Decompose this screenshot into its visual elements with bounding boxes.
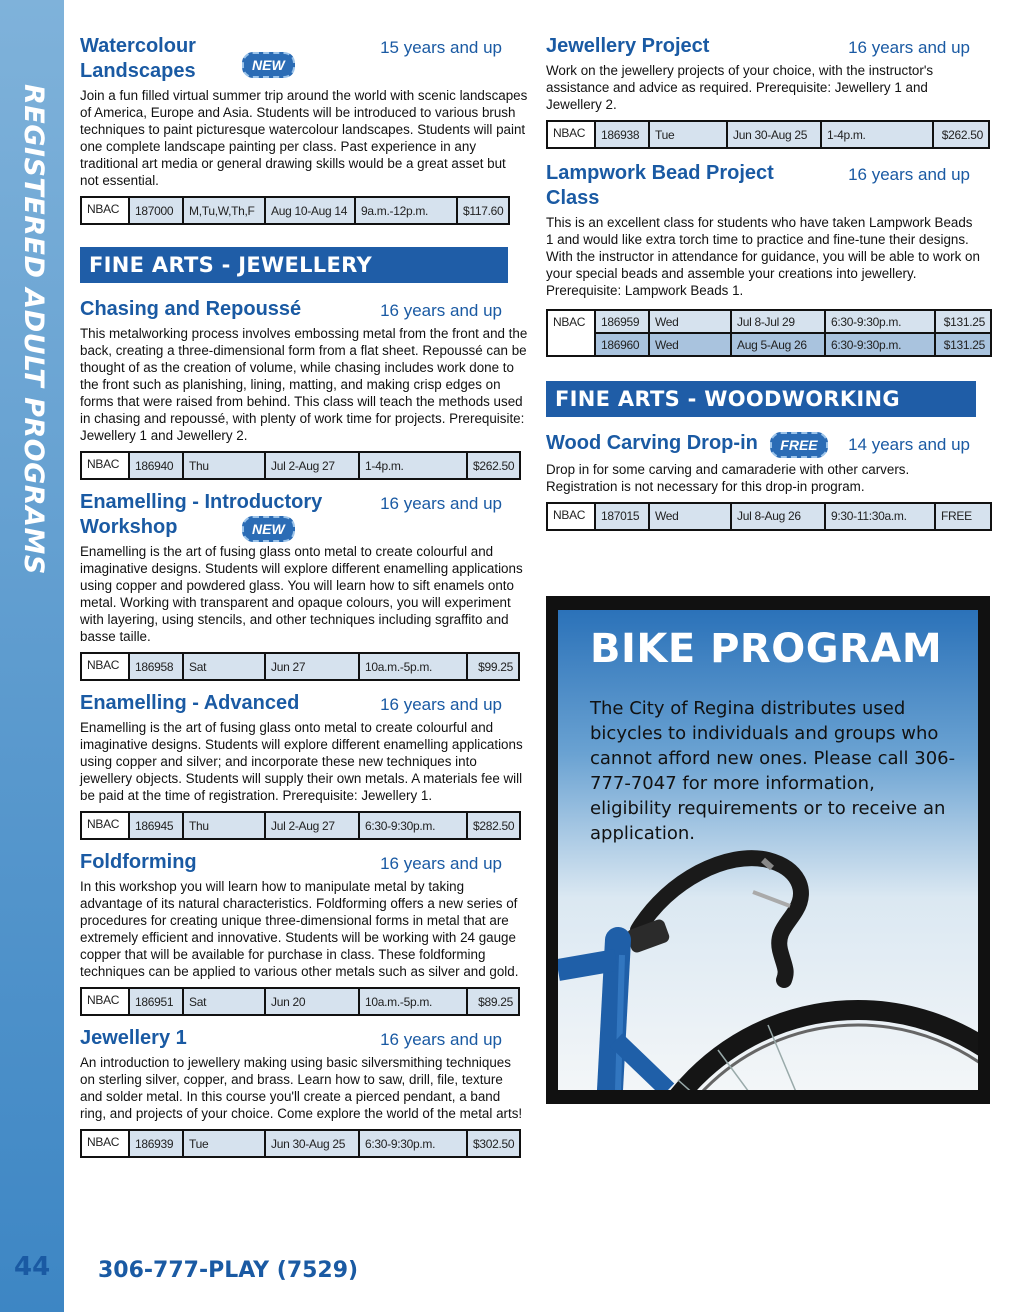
schedule-table [80,196,510,225]
age-range: 16 years and up [380,1030,502,1049]
schedule-table [546,309,992,357]
course-foldforming [80,850,528,1016]
schedule-row: NBAC 186939 Tue Jun 30-Aug 25 6:30-9:30p.m. $302.50 [82,1131,519,1156]
schedule-table [80,987,520,1016]
course-jewellery-project [546,34,992,149]
course-description: An introduction to jewellery making using basic silversmithing techniques on sterling silver, copper, and brass. Learn how to saw, drill, file, texture and solder metal. In this course you'll create a pierced pendant, a band ring, and projects of your choice. Come explore the world of the metal arts! [80,1055,523,1121]
free-badge-icon: FREE [770,432,827,458]
left-column [80,34,528,1164]
age-range: 16 years and up [380,854,502,873]
course-wood-carving [546,431,992,531]
section-header-woodworking: FINE ARTS - WOODWORKING [546,381,976,417]
schedule-row: 186960 Wed Aug 5-Aug 26 6:30-9:30p.m. $131.25 [548,334,990,355]
section-header-jewellery: FINE ARTS - JEWELLERY [80,247,508,283]
schedule-row: NBAC 187000 M,Tu,W,Th,F Aug 10-Aug 14 9a.m.-12p.m. $117.60 [82,198,508,223]
age-range: 16 years and up [848,38,970,57]
schedule-row: NBAC 186958 Sat Jun 27 10a.m.-5p.m. $99.25 [82,654,518,679]
schedule-row: NBAC 186938 Tue Jun 30-Aug 25 1-4p.m. $262.50 [548,122,988,147]
course-watercolour [80,34,528,225]
course-title: Enamelling - Introductory Workshop [80,491,323,538]
schedule-table [546,502,992,531]
new-badge-icon: NEW [242,516,295,542]
course-description: This is an excellent class for students who have taken Lampwork Beads 1 and would like extra torch time to practice and fine-tune their designs. With the instructor in attendance for guidance, you will be able to work on your special beads and assemble your creations into jewellery. Prerequisite: Lampwork Beads 1. [546,215,980,298]
schedule-row: NBAC 186951 Sat Jun 20 10a.m.-5p.m. $89.25 [82,989,518,1014]
course-title: Enamelling - Advanced [80,692,300,714]
new-badge-icon: NEW [242,52,295,78]
schedule-row: NBAC 186959 Wed Jul 8-Jul 29 6:30-9:30p.m. $131.25 [548,311,990,332]
bike-program-text: The City of Regina distributes used bicycles to individuals and groups who cannot afford new ones. Please call 306-777-7047 for more information, eligibility requirements or to receive an application. [590,698,956,844]
age-range: 16 years and up [380,695,502,714]
course-description: Drop in for some carving and camaraderie with other carvers. Registration is not necessary for this drop-in program. [546,461,910,494]
age-range: 16 years and up [380,301,502,320]
schedule-row: NBAC 186945 Thu Jul 2-Aug 27 6:30-9:30p.m. $282.50 [82,813,519,838]
course-description: Enamelling is the art of fusing glass onto metal to create colourful and imaginative designs. Students will explore different enamelling applications using copper and powdered glass. You will learn how to sift enamels onto metal. Working with transparent and opaque colours, you will experiment with layering, using stencils, and other techniques including sgraffito and basse taille. [80,544,523,644]
course-lampwork [546,161,992,357]
course-title: Foldforming [80,851,197,873]
bicycle-image-icon [558,820,978,1090]
course-description: Enamelling is the art of fusing glass onto metal to create colourful and imaginative designs. Students will explore different enamelling applications using copper and silver; and incorporate these new techniques into jewellery objects. Students will supply their own metals. A materials fee will be paid at the time of registration. Prerequisite: Jewellery 1. [80,720,523,803]
schedule-table [80,1129,521,1158]
schedule-table [546,120,990,149]
course-description: This metalworking process involves embossing metal from the front and the back, creating a three-dimensional form from a flat sheet. Repoussé can be thought of as the creation of volume, while chasing includes work done to the front such as planishing, lining, matting, and making crisp edges on forms that were raised from behind. This class will teach the methods used in chasing and repoussé, with plenty of work time for projects. Prerequisite: Jewellery 1 and Jewellery 2. [80,326,528,443]
age-range: 15 years and up [380,38,502,57]
course-enamelling-intro [80,490,528,681]
schedule-row: NBAC 186940 Thu Jul 2-Aug 27 1-4p.m. $262.50 [82,453,519,478]
bike-program-panel [558,610,978,1090]
bike-program-title: BIKE PROGRAM [590,626,943,672]
course-description: Join a fun filled virtual summer trip around the world with scenic landscapes of America, Europe and Asia. Students will be introduced to various brush techniques to paint picturesque watercolour landscapes. Students will paint one complete landscape painting per class. Past experience in any traditional art media or general drawing skills would be a great asset but not essential. [80,88,528,188]
schedule-table [80,451,521,480]
age-range: 16 years and up [848,165,970,184]
course-title: Chasing and Repoussé [80,298,302,320]
course-description: In this workshop you will learn how to manipulate metal by taking advantage of its natural characteristics. Foldforming offers a new series of procedures for creating unique three-dimensional forms in metal that are extremely efficient and innovative. Students will be working with 24 gauge copper that will be available for purchase in class. These foldforming techniques can be applied to various other metals such as silver and gold. [80,879,519,979]
course-title: Lampwork Bead Project Class [546,162,774,209]
schedule-table [80,652,520,681]
course-description: Work on the jewellery projects of your choice, with the instructor's assistance and advice as required. Prerequisite: Jewellery 1 and Jewellery 2. [546,63,934,112]
course-jewellery-1 [80,1026,528,1158]
schedule-row: NBAC 187015 Wed Jul 8-Aug 26 9:30-11:30a.m. FREE [548,504,990,529]
course-title: Jewellery Project [546,35,710,57]
page-number: 44 [14,1252,51,1282]
course-chasing [80,297,528,480]
sidebar [0,0,64,1312]
sidebar-title: REGISTERED ADULT PROGRAMS [18,84,49,575]
age-range: 16 years and up [380,494,502,513]
course-title: Wood Carving Drop-in [546,432,758,454]
right-column [546,34,992,537]
course-title: Jewellery 1 [80,1027,187,1049]
course-enamelling-advanced [80,691,528,840]
bike-program-ad [546,596,990,1104]
age-range: 14 years and up [848,435,970,454]
schedule-table [80,811,521,840]
footer-phone: 306-777-PLAY (7529) [98,1258,359,1283]
course-title: Watercolour Landscapes [80,35,196,82]
